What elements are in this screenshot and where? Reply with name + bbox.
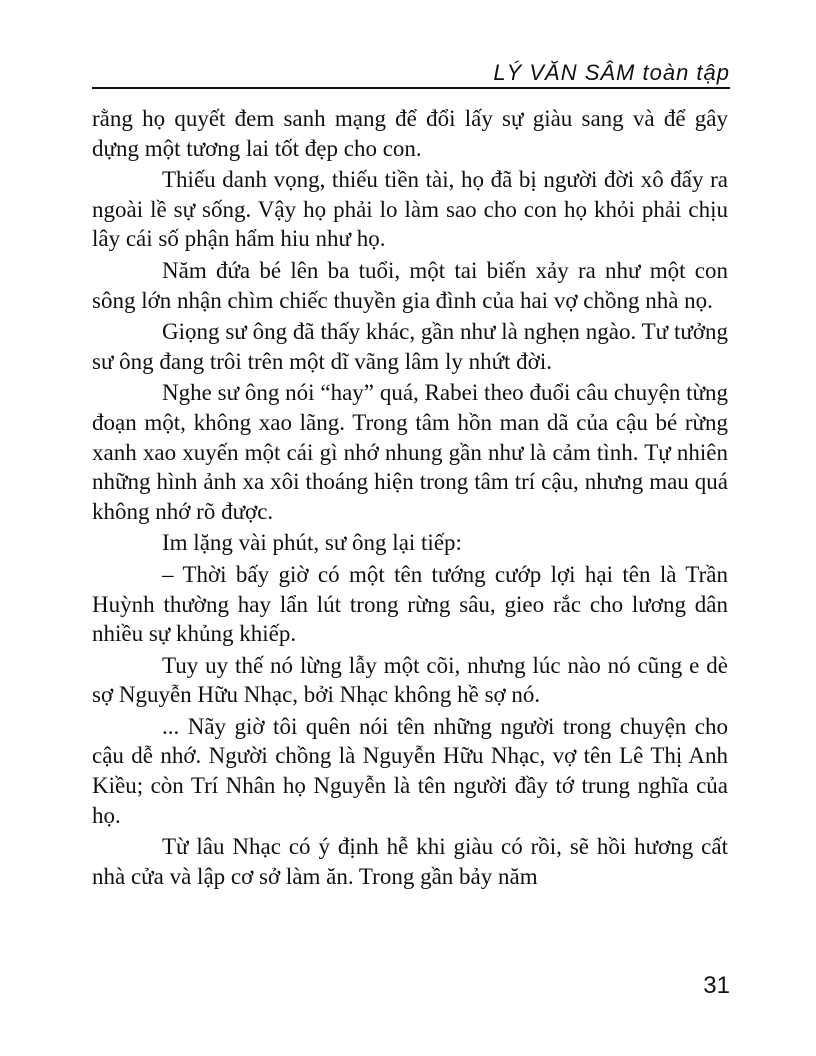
- body-text: [92, 104, 728, 893]
- paragraph: Nghe sư ông nói “hay” quá, Rabei theo đuổi câu chuyện từng đoạn một, không xao lãng. Trong tâm hồn man dã của cậu bé rừng xanh xao xuyến một cái gì nhớ nhung gần như là cảm tình. Tự nhiên những hình ảnh xa xôi thoáng hiện trong tâm trí cậu, nhưng mau quá không nhớ rõ được.: [92, 380, 728, 524]
- paragraph: – Thời bấy giờ có một tên tướng cướp lợi hại tên là Trần Huỳnh thường hay lẩn lút trong rừng sâu, gieo rắc cho lương dân nhiều sự khủng khiếp.: [92, 561, 728, 647]
- paragraph: rằng họ quyết đem sanh mạng để đổi lấy sự giàu sang và để gây dựng một tương lai tốt đẹp cho con.: [92, 106, 728, 161]
- paragraph: Năm đứa bé lên ba tuổi, một tai biến xảy ra như một con sông lớn nhận chìm chiếc thuyền gia đình của hai vợ chồng nhà nọ.: [92, 257, 728, 313]
- page-number: 31: [703, 972, 730, 999]
- paragraph: Im lặng vài phút, sư ông lại tiếp:: [162, 530, 462, 556]
- header-rule: [92, 87, 730, 89]
- paragraph: Giọng sư ông đã thấy khác, gần như là nghẹn ngào. Tư tưởng sư ông đang trôi trên một dĩ vãng lâm ly nhứt đời.: [92, 319, 728, 374]
- running-header-title: LÝ VĂN SÂM toàn tập: [493, 60, 730, 85]
- paragraph: ... Nãy giờ tôi quên nói tên những người trong chuyện cho cậu dễ nhớ. Người chồng là Nguyễn Hữu Nhạc, vợ tên Lê Thị Anh Kiều; còn Trí Nhân họ Nguyễn là tên người đầy tớ trung nghĩa của họ.: [92, 713, 728, 828]
- paragraph: Từ lâu Nhạc có ý định hễ khi giàu có rồi, sẽ hồi hương cất nhà cửa và lập cơ sở làm ăn. Trong gần bảy năm: [92, 834, 728, 889]
- paragraph: Thiếu danh vọng, thiếu tiền tài, họ đã bị người đời xô đẩy ra ngoài lề sự sống. Vậy họ phải lo làm sao cho con họ khỏi phải chịu lây cái số phận hẩm hiu như họ.: [92, 167, 728, 252]
- paragraph: Tuy uy thế nó lừng lẫy một cõi, nhưng lúc nào nó cũng e dè sợ Nguyễn Hữu Nhạc, bởi Nhạc không hề sợ nó.: [92, 652, 728, 708]
